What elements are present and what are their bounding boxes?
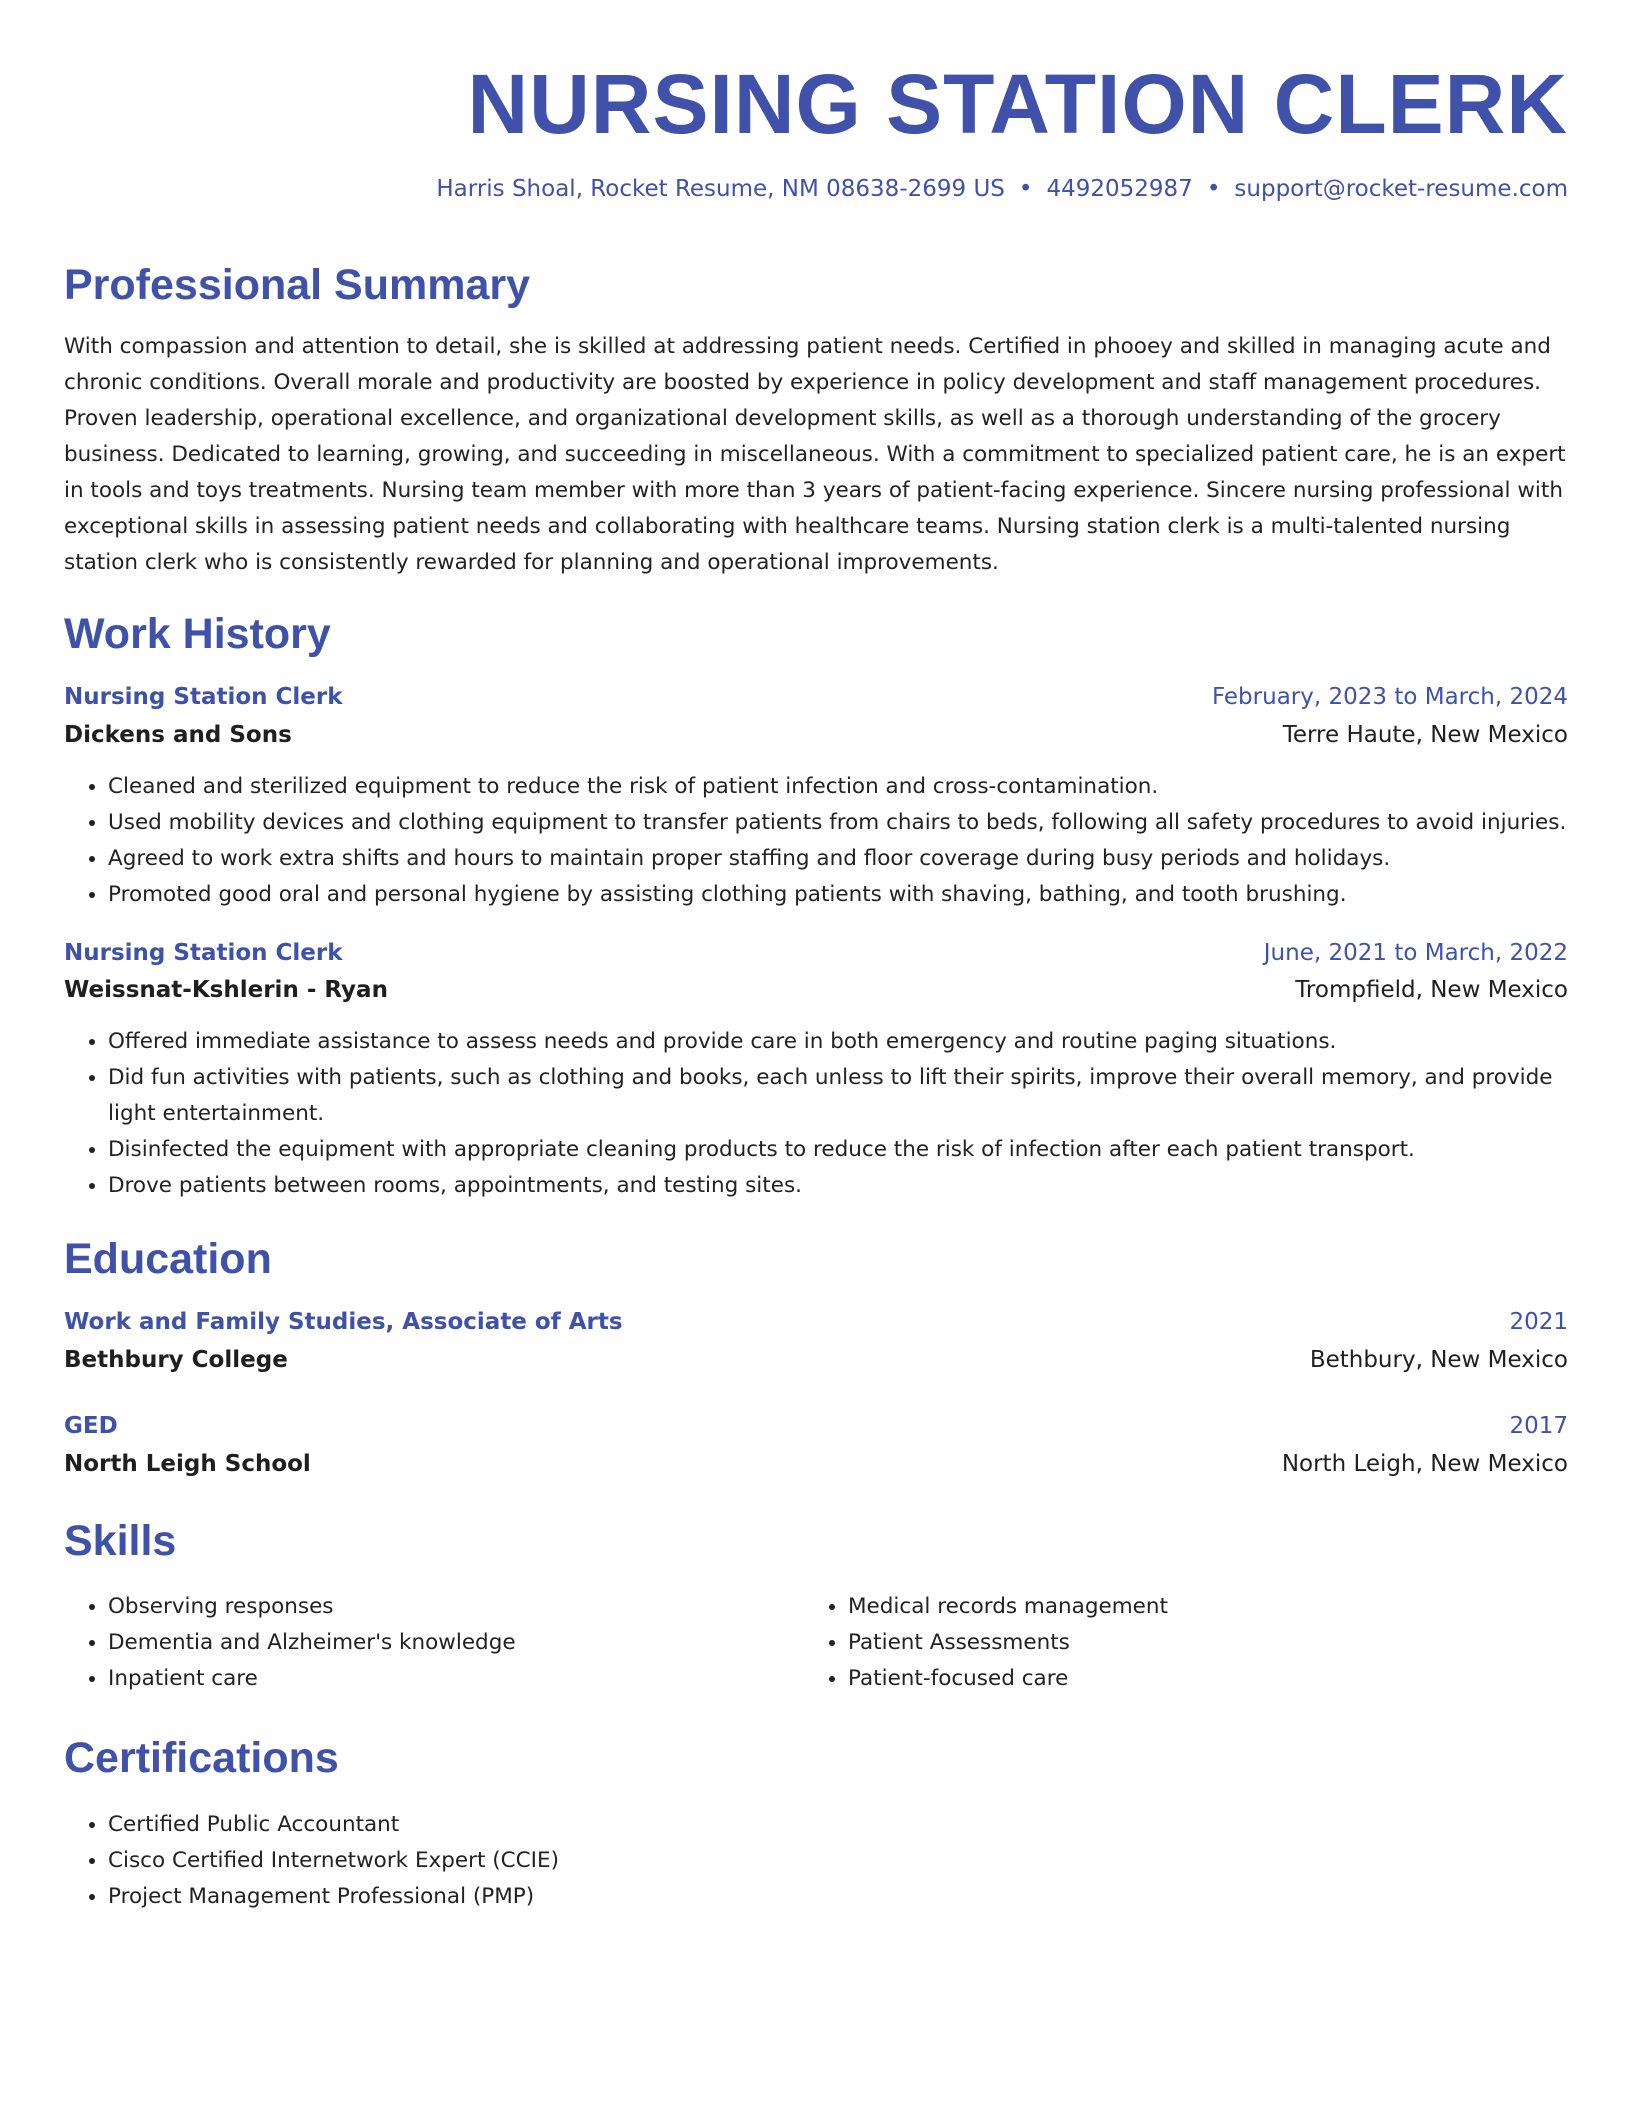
skill-item: • Medical records management — [848, 1589, 1544, 1625]
skills-grid — [64, 1589, 1568, 1697]
skills-column-left — [64, 1589, 804, 1697]
candidate-name: NURSING STATION CLERK — [467, 57, 1568, 151]
education-school: North Leigh School — [64, 1450, 311, 1477]
job-bullet: • Promoted good oral and personal hygiene by assisting clothing patients with shaving, bathing, and tooth brushing. — [108, 877, 1568, 913]
education-degree: Work and Family Studies, Associate of Arts — [64, 1308, 623, 1335]
certifications-list — [64, 1807, 1568, 1915]
contact-line — [64, 176, 1568, 204]
skills-list — [64, 1589, 804, 1697]
education-entry — [64, 1412, 1568, 1480]
education-section — [64, 1234, 1568, 1479]
job-role: Nursing Station Clerk — [64, 939, 343, 966]
job-location: Trompfield, New Mexico — [1295, 977, 1568, 1004]
job-bullet: • Drove patients between rooms, appointments, and testing sites. — [108, 1168, 1568, 1204]
skill-item: • Inpatient care — [108, 1661, 804, 1697]
job-header-row — [64, 683, 1568, 713]
resume-header — [64, 0, 1568, 204]
summary-text: With compassion and attention to detail, she is skilled at addressing patient needs. Certified in phooey and skilled in managing acute and chronic conditions. Overall morale and productivity are boosted by experience in policy development and staff management procedures. Proven leadership, operational excellence, and organizational development skills, as well as a thorough understanding of the grocery business. Dedicated to learning, growing, and succeeding in miscellaneous. With a commitment to specialized patient care, he is an expert in tools and toys treatments. Nursing team member with more than 3 years of patient-facing experience. Sincere nursing professional with exceptional skills in assessing patient needs and collaborating with healthcare teams. Nursing station clerk is a multi-talented nursing station clerk who is consistently rewarded for planning and operational improvements. — [64, 334, 1566, 576]
job-bullet: • Disinfected the equipment with appropriate cleaning products to reduce the risk of infection after each patient transport. — [108, 1132, 1568, 1168]
skills-column-right — [804, 1589, 1544, 1697]
education-location: Bethbury, New Mexico — [1309, 1346, 1568, 1373]
summary-heading: Professional Summary — [64, 260, 531, 309]
job-bullets — [64, 769, 1568, 913]
contact-address: Harris Shoal, Rocket Resume, NM 08638-2699 US — [436, 176, 1005, 202]
certifications-heading: Certifications — [64, 1734, 339, 1783]
education-school: Bethbury College — [64, 1346, 288, 1373]
job-entry — [64, 683, 1568, 913]
skills-section — [64, 1516, 1568, 1698]
skill-item: • Dementia and Alzheimer's knowledge — [108, 1625, 804, 1661]
contact-separator: • — [1206, 176, 1221, 202]
certification-item: • Certified Public Accountant — [108, 1807, 1568, 1843]
job-company: Dickens and Sons — [64, 721, 292, 748]
education-year: 2017 — [1509, 1412, 1568, 1439]
summary-section — [64, 260, 1568, 582]
skill-item: • Observing responses — [108, 1589, 804, 1625]
job-dates: June, 2021 to March, 2022 — [1263, 939, 1568, 966]
job-company-row — [64, 713, 1568, 751]
work-history-heading: Work History — [64, 610, 331, 659]
contact-phone: 4492052987 — [1046, 176, 1193, 202]
education-school-row — [64, 1442, 1568, 1480]
certifications-section — [64, 1733, 1568, 1915]
job-bullets — [64, 1024, 1568, 1204]
education-header-row — [64, 1308, 1568, 1338]
education-location: North Leigh, New Mexico — [1281, 1450, 1568, 1477]
certification-item: • Project Management Professional (PMP) — [108, 1879, 1568, 1915]
job-header-row — [64, 939, 1568, 969]
resume-page — [64, 0, 1568, 1915]
skill-item: • Patient-focused care — [848, 1661, 1544, 1697]
contact-email[interactable]: support@rocket-resume.com — [1234, 176, 1568, 202]
education-entry — [64, 1308, 1568, 1376]
job-location: Terre Haute, New Mexico — [1282, 721, 1568, 748]
skills-heading: Skills — [64, 1516, 177, 1565]
job-bullet: • Used mobility devices and clothing equipment to transfer patients from chairs to beds, following all safety procedures to avoid injuries. — [108, 805, 1568, 841]
job-bullet: • Did fun activities with patients, such as clothing and books, each unless to lift their spirits, improve their overall memory, and provide light entertainment. — [108, 1060, 1568, 1132]
job-role: Nursing Station Clerk — [64, 683, 343, 710]
job-bullet: • Agreed to work extra shifts and hours to maintain proper staffing and floor coverage during busy periods and holidays. — [108, 841, 1568, 877]
education-year: 2021 — [1509, 1308, 1568, 1335]
job-bullet: • Cleaned and sterilized equipment to reduce the risk of patient infection and cross-contamination. — [108, 769, 1568, 805]
job-bullet: • Offered immediate assistance to assess needs and provide care in both emergency and routine paging situations. — [108, 1024, 1568, 1060]
skill-item: • Patient Assessments — [848, 1625, 1544, 1661]
job-entry — [64, 939, 1568, 1205]
job-company-row — [64, 968, 1568, 1006]
education-header-row — [64, 1412, 1568, 1442]
work-history-section — [64, 609, 1568, 1204]
education-degree: GED — [64, 1412, 118, 1439]
education-heading: Education — [64, 1235, 272, 1284]
certification-item: • Cisco Certified Internetwork Expert (CCIE) — [108, 1843, 1568, 1879]
job-dates: February, 2023 to March, 2024 — [1211, 683, 1568, 710]
job-company: Weissnat-Kshlerin - Ryan — [64, 977, 388, 1004]
contact-separator: • — [1018, 176, 1033, 202]
education-school-row — [64, 1338, 1568, 1376]
skills-list — [804, 1589, 1544, 1697]
